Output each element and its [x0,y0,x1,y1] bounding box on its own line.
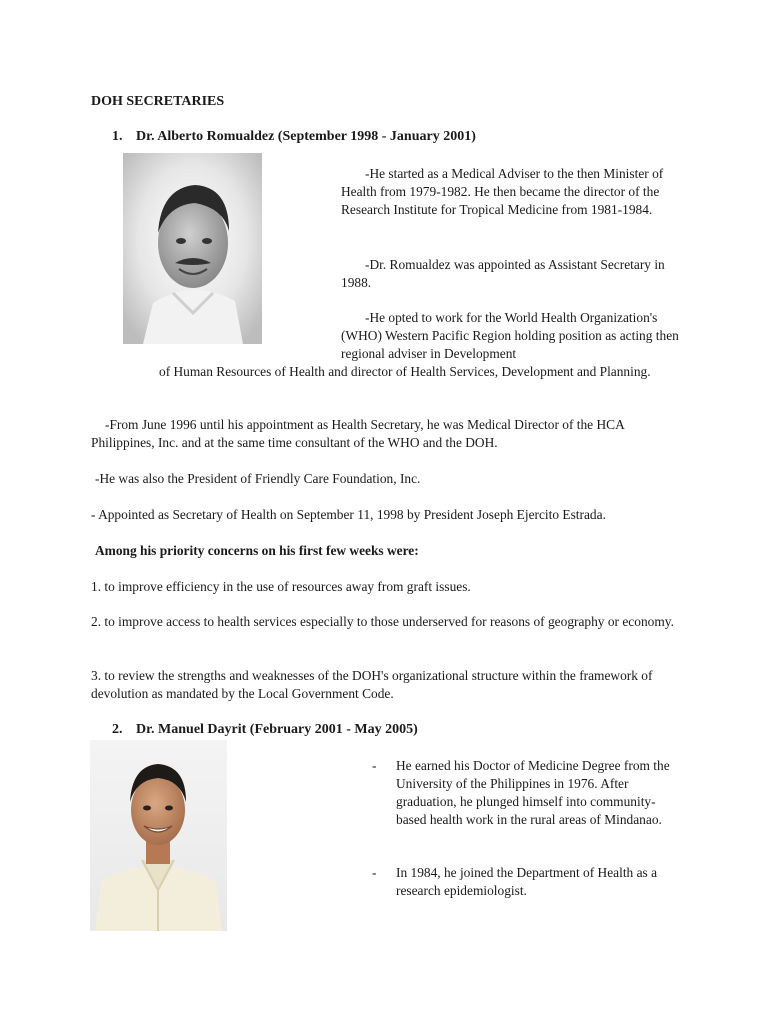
priority-item-2: 2. to improve access to health services especially to those underserved for reasons of geography or economy. [91,614,674,629]
section-heading-text: Dr. Alberto Romualdez (September 1998 - January 2001) [136,129,476,144]
priority-item-3: 3. to review the strengths and weaknesses of the DOH's organizational structure within the framework of devolution as mandated by the Local Government Code. [91,668,653,701]
romualdez-paragraph-4: -From June 1996 until his appointment as Health Secretary, he was Medical Director of the HCA Philippines, Inc. and at the same time consultant of the WHO and the DOH. [91,417,625,450]
romualdez-portrait-photo [123,153,262,344]
bullet-marker: - [372,758,377,773]
document-title: DOH SECRETARIES [91,94,225,109]
section-heading-dayrit [112,722,418,738]
priority-concerns-heading: Among his priority concerns on his first few weeks were: [95,543,419,558]
section-heading-romualdez [112,129,476,145]
romualdez-paragraph-5: -He was also the President of Friendly Care Foundation, Inc. [95,471,421,486]
section-number: 2. [112,722,123,737]
romualdez-paragraph-3-continued: of Human Resources of Health and director of Health Services, Development and Planning. [159,364,651,379]
portrait-photo-icon [90,740,227,931]
romualdez-paragraph-6: - Appointed as Secretary of Health on September 11, 1998 by President Joseph Ejercito Estrada. [91,507,606,522]
bullet-marker: - [372,865,377,880]
portrait-photo-icon [123,153,262,344]
dayrit-bullet-2 [372,864,682,904]
section-number: 1. [112,129,123,144]
romualdez-paragraph-1: -He started as a Medical Adviser to the then Minister of Health from 1979-1982. He then became the director of the Research Institute for Tropical Medicine from 1981-1984. [341,166,664,217]
priority-item-1: 1. to improve efficiency in the use of resources away from graft issues. [91,579,471,594]
dayrit-bullet-1 [372,757,682,847]
romualdez-paragraph-3: -He opted to work for the World Health Organization's (WHO) Western Pacific Region holding position as acting then regional adviser in Development [341,310,679,361]
bullet-text: He earned his Doctor of Medicine Degree from the University of the Philippines in 1976. After graduation, he plunged himself into community-based health work in the rural areas of Mindanao. [396,758,670,827]
romualdez-paragraph-2: -Dr. Romualdez was appointed as Assistant Secretary in 1988. [341,257,665,290]
dayrit-portrait-photo [90,740,227,931]
section-heading-text: Dr. Manuel Dayrit (February 2001 - May 2005) [136,722,418,737]
bullet-text: In 1984, he joined the Department of Health as a research epidemiologist. [396,865,658,898]
